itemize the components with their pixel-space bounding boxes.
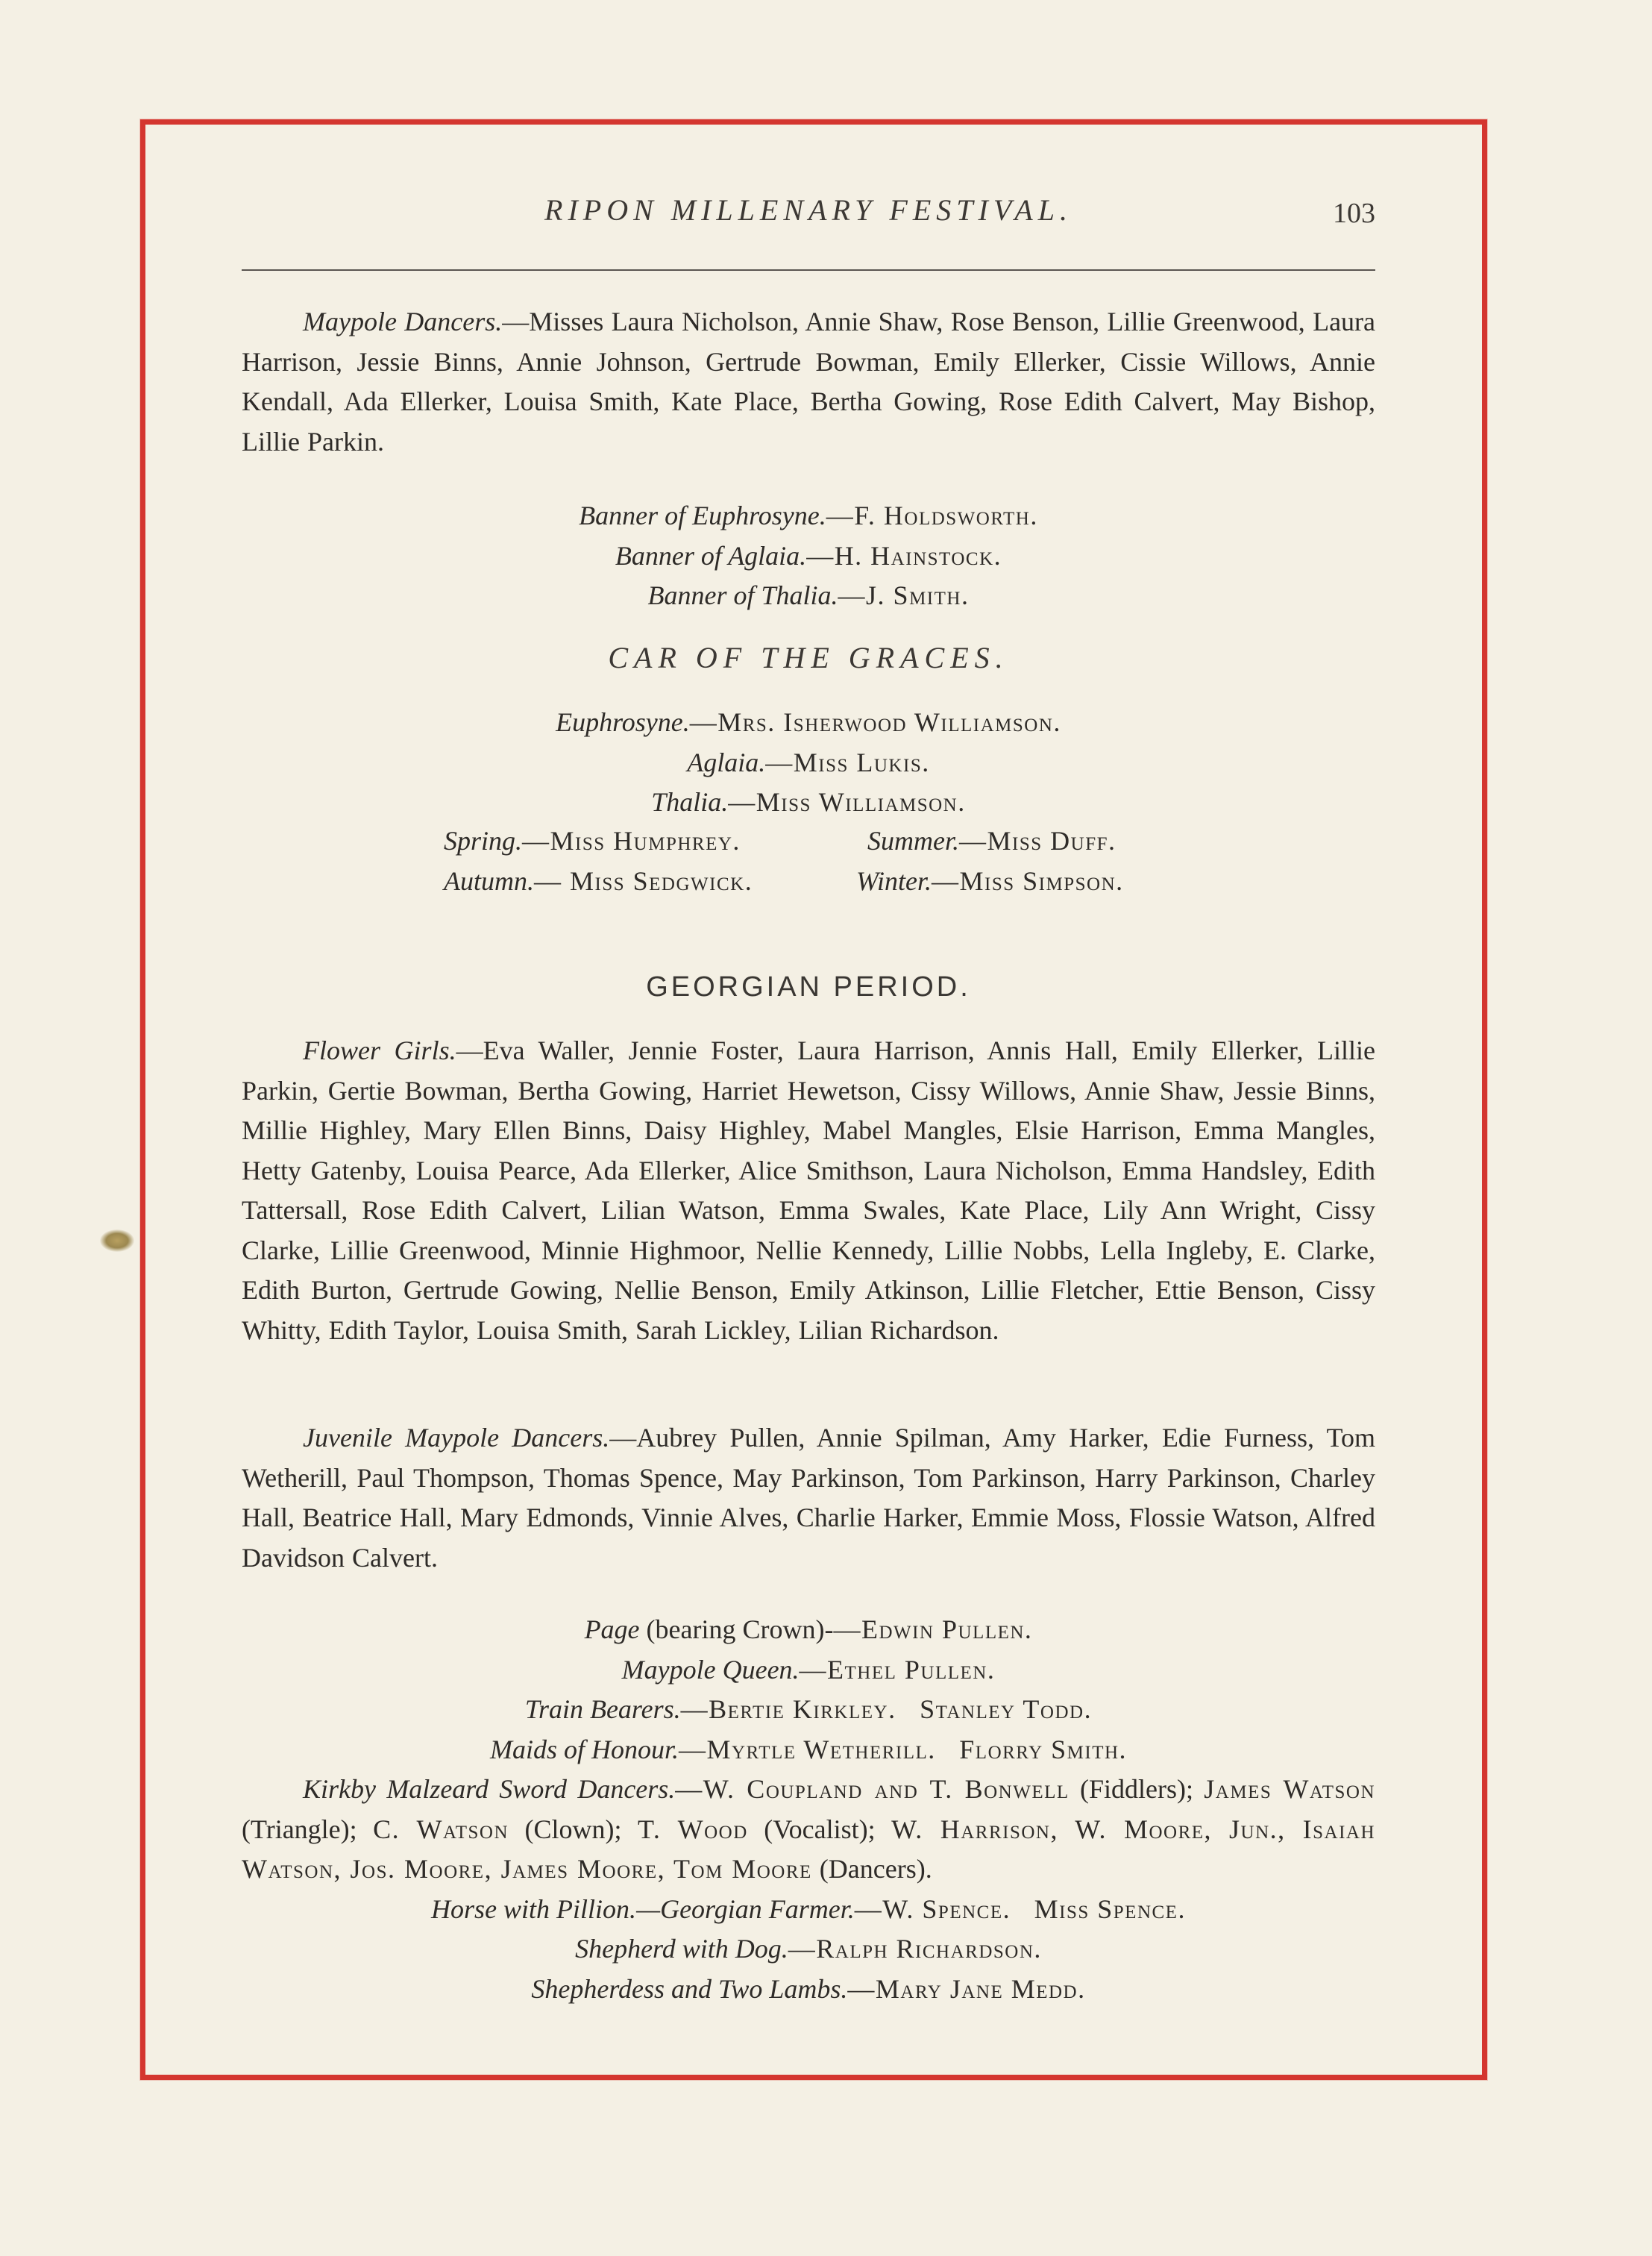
person-name: —W. Spence. Miss Spence. bbox=[854, 1893, 1186, 1924]
banner-line bbox=[242, 496, 1375, 536]
role-label: Banner of Aglaia. bbox=[615, 540, 807, 571]
banners-block bbox=[242, 496, 1375, 616]
season-autumn bbox=[444, 861, 753, 901]
procession-block bbox=[242, 1610, 1375, 2009]
role-label: Summer. bbox=[867, 826, 959, 856]
role-detail: (Vocalist); bbox=[747, 1814, 892, 1844]
season-winter bbox=[856, 861, 1124, 901]
maids-of-honour-line bbox=[242, 1730, 1375, 1770]
section-title-georgian-period: GEORGIAN PERIOD. bbox=[646, 971, 971, 1003]
graces-block bbox=[242, 703, 1375, 823]
role-label: Kirkby Malzeard Sword Dancers. bbox=[303, 1774, 676, 1804]
role-label: Autumn. bbox=[444, 866, 534, 896]
banner-line bbox=[242, 576, 1375, 616]
person-name: W. Harrison, W. Moore, Jun., Isaiah Watson, Jos. Moore, James Moore, Tom Moore bbox=[242, 1814, 1375, 1884]
season-spring bbox=[444, 821, 741, 861]
role-label: Page bbox=[584, 1614, 640, 1644]
role-label: Maypole Dancers. bbox=[303, 307, 503, 336]
season-summer bbox=[867, 821, 1116, 861]
maypole-dancers-paragraph bbox=[242, 302, 1375, 462]
person-name: —Mrs. Isherwood Williamson. bbox=[689, 707, 1061, 737]
person-name: —F. Holdsworth. bbox=[826, 501, 1038, 530]
header-rule bbox=[242, 269, 1375, 271]
person-name: —W. Coupland and T. Bonwell bbox=[675, 1774, 1070, 1804]
shepherdess-line bbox=[242, 1970, 1375, 2010]
person-name: —Myrtle Wetherill. Florry Smith. bbox=[678, 1734, 1128, 1764]
role-label: Flower Girls. bbox=[303, 1035, 456, 1065]
flower-girls-paragraph bbox=[242, 1031, 1375, 1350]
grace-line bbox=[242, 703, 1375, 743]
role-label: Banner of Euphrosyne. bbox=[579, 501, 826, 530]
role-detail: (Clown); bbox=[509, 1814, 638, 1844]
role-label: Shepherdess and Two Lambs. bbox=[531, 1973, 848, 2004]
person-name: —Mary Jane Medd. bbox=[847, 1973, 1086, 2004]
person-name: —Ethel Pullen. bbox=[799, 1654, 996, 1685]
names-list: —Misses Laura Nicholson, Annie Shaw, Rose Benson, Lillie Greenwood, Laura Harrison, Jessie Binns, Annie Johnson, Gertrude Bowman, Emily Ellerker, Cissie Willows, Annie Kendall, Ada Ellerker, Louisa Smith, Kate Place, Bertha Gowing, Rose Edith Calvert, May Bishop, Lillie Parkin. bbox=[242, 307, 1376, 457]
role-label: Aglaia. bbox=[687, 747, 766, 777]
role-label: Juvenile Maypole Dancers. bbox=[303, 1423, 610, 1453]
person-name: —Ralph Richardson. bbox=[788, 1934, 1042, 1964]
person-name: —Edwin Pullen. bbox=[833, 1614, 1033, 1644]
person-name: —Miss Simpson. bbox=[932, 866, 1124, 896]
role-label: Euphrosyne. bbox=[556, 707, 690, 737]
sword-dancers-paragraph bbox=[242, 1770, 1375, 1890]
role-label: Banner of Thalia. bbox=[647, 580, 838, 610]
train-bearers-line bbox=[242, 1690, 1375, 1730]
person-name: C. Watson bbox=[373, 1814, 509, 1844]
grace-line bbox=[242, 743, 1375, 783]
role-label: Spring. bbox=[444, 826, 523, 856]
person-name: —Miss Duff. bbox=[959, 826, 1116, 856]
role-detail: (Triangle); bbox=[242, 1814, 374, 1844]
role-label: Train Bearers. bbox=[524, 1694, 681, 1724]
person-name: —H. Hainstock. bbox=[806, 540, 1002, 571]
names-list: —Aubrey Pullen, Annie Spilman, Amy Harker, Edie Furness, Tom Wetherill, Paul Thompson, Thomas Spence, May Parkinson, Tom Parkinson, Harry Parkinson, Charley Hall, Beatrice Hall, Mary Edmonds, Vinnie Alves, Charlie Harker, Emmie Moss, Flossie Watson, Alfred Davidson Calvert. bbox=[242, 1423, 1375, 1573]
person-name: T. Wood bbox=[638, 1814, 748, 1844]
person-name: —J. Smith. bbox=[838, 580, 970, 610]
person-name: James Watson bbox=[1204, 1774, 1375, 1804]
shepherd-line bbox=[242, 1929, 1375, 1970]
role-detail: (Dancers). bbox=[811, 1854, 932, 1884]
person-name: —Miss Humphrey. bbox=[522, 826, 741, 856]
page-number: 103 bbox=[1333, 198, 1375, 229]
banner-line bbox=[242, 536, 1375, 577]
role-label: Winter. bbox=[856, 866, 932, 896]
role-detail: (Fiddlers); bbox=[1069, 1774, 1205, 1804]
grace-line bbox=[242, 783, 1375, 823]
person-name: —Miss Lukis. bbox=[765, 747, 930, 777]
role-label: Shepherd with Dog. bbox=[575, 1934, 788, 1964]
role-label: Thalia. bbox=[651, 787, 729, 817]
juvenile-maypole-dancers-paragraph bbox=[242, 1418, 1375, 1578]
margin-stain bbox=[100, 1229, 134, 1252]
person-name: —Bertie Kirkley. Stanley Todd. bbox=[680, 1694, 1093, 1724]
person-name: — Miss Sedgwick. bbox=[534, 866, 753, 896]
role-label: Maids of Honour. bbox=[489, 1734, 679, 1764]
names-list: —Eva Waller, Jennie Foster, Laura Harrison, Annis Hall, Emily Ellerker, Lillie Parkin, Gertie Bowman, Bertha Gowing, Harriet Hewetson, Cissy Willows, Annie Shaw, Jessie Binns, Millie Highley, Mary Ellen Binns, Daisy Highley, Mabel Mangles, Elsie Harrison, Emma Mangles, Hetty Gatenby, Louisa Pearce, Ada Ellerker, Alice Smithson, Laura Nicholson, Emma Handsley, Edith Tattersall, Rose Edith Calvert, Lilian Watson, Emma Swales, Kate Place, Lily Ann Wright, Cissy Clarke, Lillie Greenwood, Minnie Highmoor, Nellie Kennedy, Lillie Nobbs, Lella Ingleby, E. Clarke, Edith Burton, Gertrude Gowing, Nellie Benson, Emily Atkinson, Lillie Fletcher, Ettie Benson, Cissy Whitty, Edith Taylor, Louisa Smith, Sarah Lickley, Lilian Richardson. bbox=[242, 1035, 1376, 1345]
page-line bbox=[242, 1610, 1375, 1650]
role-label: Horse with Pillion. bbox=[431, 1893, 637, 1924]
person-name: —Miss Williamson. bbox=[728, 787, 966, 817]
page-header bbox=[242, 192, 1375, 237]
maypole-queen-line bbox=[242, 1650, 1375, 1691]
running-title: RIPON MILLENARY FESTIVAL. bbox=[544, 193, 1072, 227]
role-label: —Georgian Farmer. bbox=[636, 1893, 855, 1924]
role-label: Maypole Queen. bbox=[621, 1654, 800, 1685]
horse-with-pillion-line bbox=[242, 1890, 1375, 1930]
role-detail: (bearing Crown)- bbox=[639, 1614, 834, 1644]
section-title-car-of-graces: CAR OF THE GRACES. bbox=[608, 641, 1009, 674]
